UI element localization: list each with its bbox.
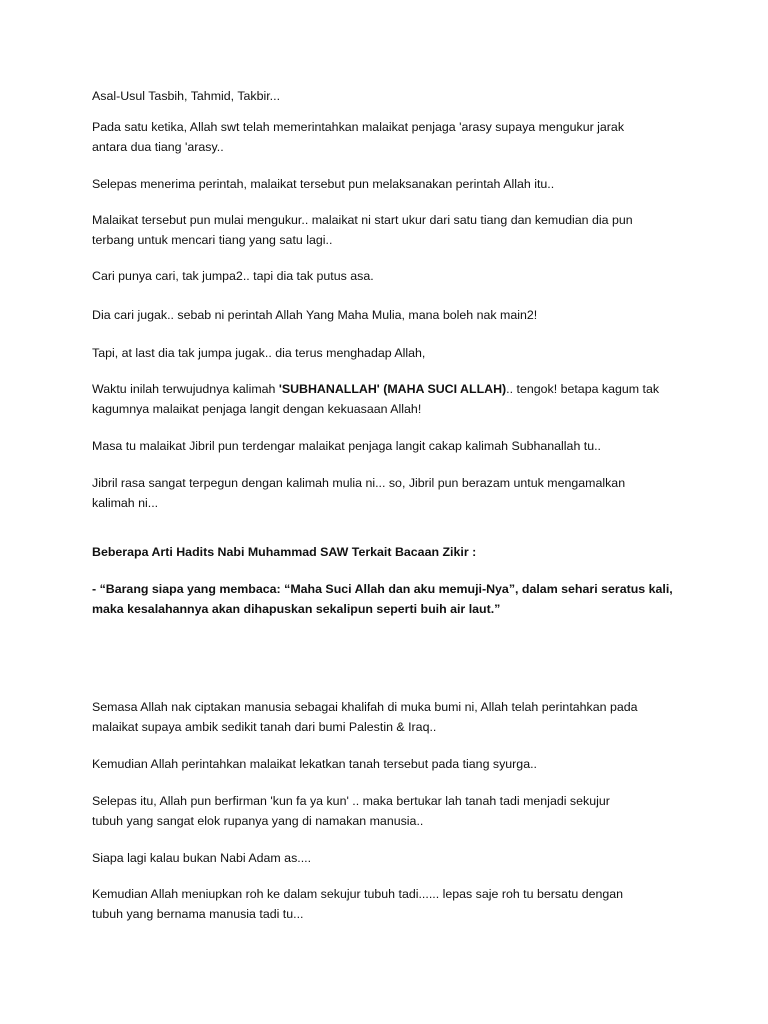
paragraph-7-line-2: kagumnya malaikat penjaga langit dengan kekuasaan Allah! bbox=[92, 402, 422, 416]
subhanallah-bold-text: 'SUBHANALLAH' (MAHA SUCI ALLAH) bbox=[278, 382, 507, 396]
paragraph-13: Siapa lagi kalau bukan Nabi Adam as.... bbox=[92, 851, 312, 865]
paragraph-9 bbox=[92, 473, 692, 513]
paragraph-9-line-2: kalimah ni... bbox=[92, 496, 159, 510]
document-title: Asal-Usul Tasbih, Tahmid, Takbir... bbox=[92, 89, 281, 103]
hadith-quote-line-2: maka kesalahannya akan dihapuskan sekalipun seperti buih air laut.” bbox=[92, 602, 501, 616]
paragraph-14-line-1: Kemudian Allah meniupkan roh ke dalam sekujur tubuh tadi...... lepas saje roh tu bersatu dengan bbox=[92, 887, 624, 901]
paragraph-9-line-1: Jibril rasa sangat terpegun dengan kalimah mulia ni... so, Jibril pun berazam untuk mengamalkan bbox=[92, 476, 626, 490]
paragraph-1 bbox=[92, 117, 692, 157]
paragraph-7 bbox=[92, 379, 692, 419]
paragraph-7-text-post: .. tengok! betapa kagum tak bbox=[506, 382, 660, 396]
paragraph-8: Masa tu malaikat Jibril pun terdengar malaikat penjaga langit cakap kalimah Subhanallah tu.. bbox=[92, 439, 602, 453]
paragraph-12-line-2: tubuh yang sangat elok rupanya yang di namakan manusia.. bbox=[92, 814, 424, 828]
paragraph-7-line-1 bbox=[92, 379, 692, 399]
hadith-quote-line-1: - “Barang siapa yang membaca: “Maha Suci Allah dan aku memuji-Nya”, dalam sehari seratus kali, bbox=[92, 582, 673, 596]
paragraph-4: Cari punya cari, tak jumpa2.. tapi dia tak putus asa. bbox=[92, 269, 374, 283]
paragraph-10-line-1: Semasa Allah nak ciptakan manusia sebagai khalifah di muka bumi ni, Allah telah perintahkan pada bbox=[92, 700, 638, 714]
paragraph-10 bbox=[92, 697, 692, 737]
paragraph-3-line-1: Malaikat tersebut pun mulai mengukur.. malaikat ni start ukur dari satu tiang dan kemudian dia pun bbox=[92, 213, 633, 227]
paragraph-6: Tapi, at last dia tak jumpa jugak.. dia terus menghadap Allah, bbox=[92, 346, 426, 360]
paragraph-11: Kemudian Allah perintahkan malaikat lekatkan tanah tersebut pada tiang syurga.. bbox=[92, 757, 537, 771]
paragraph-3-line-2: terbang untuk mencari tiang yang satu lagi.. bbox=[92, 233, 333, 247]
paragraph-14 bbox=[92, 884, 692, 924]
paragraph-5: Dia cari jugak.. sebab ni perintah Allah Yang Maha Mulia, mana boleh nak main2! bbox=[92, 308, 538, 322]
paragraph-12-line-1: Selepas itu, Allah pun berfirman 'kun fa ya kun' .. maka bertukar lah tanah tadi menjadi sekujur bbox=[92, 794, 610, 808]
paragraph-7-text-pre: Waktu inilah terwujudnya kalimah bbox=[92, 382, 279, 396]
paragraph-12 bbox=[92, 791, 692, 831]
paragraph-2: Selepas menerima perintah, malaikat tersebut pun melaksanakan perintah Allah itu.. bbox=[92, 177, 555, 191]
paragraph-1-line-1: Pada satu ketika, Allah swt telah memerintahkan malaikat penjaga 'arasy supaya mengukur jarak bbox=[92, 120, 625, 134]
hadith-heading: Beberapa Arti Hadits Nabi Muhammad SAW Terkait Bacaan Zikir : bbox=[92, 545, 477, 559]
paragraph-10-line-2: malaikat supaya ambik sedikit tanah dari bumi Palestin & Iraq.. bbox=[92, 720, 437, 734]
paragraph-14-line-2: tubuh yang bernama manusia tadi tu... bbox=[92, 907, 304, 921]
paragraph-3 bbox=[92, 210, 692, 250]
paragraph-1-line-2: antara dua tiang 'arasy.. bbox=[92, 140, 224, 154]
hadith-quote bbox=[92, 579, 692, 619]
